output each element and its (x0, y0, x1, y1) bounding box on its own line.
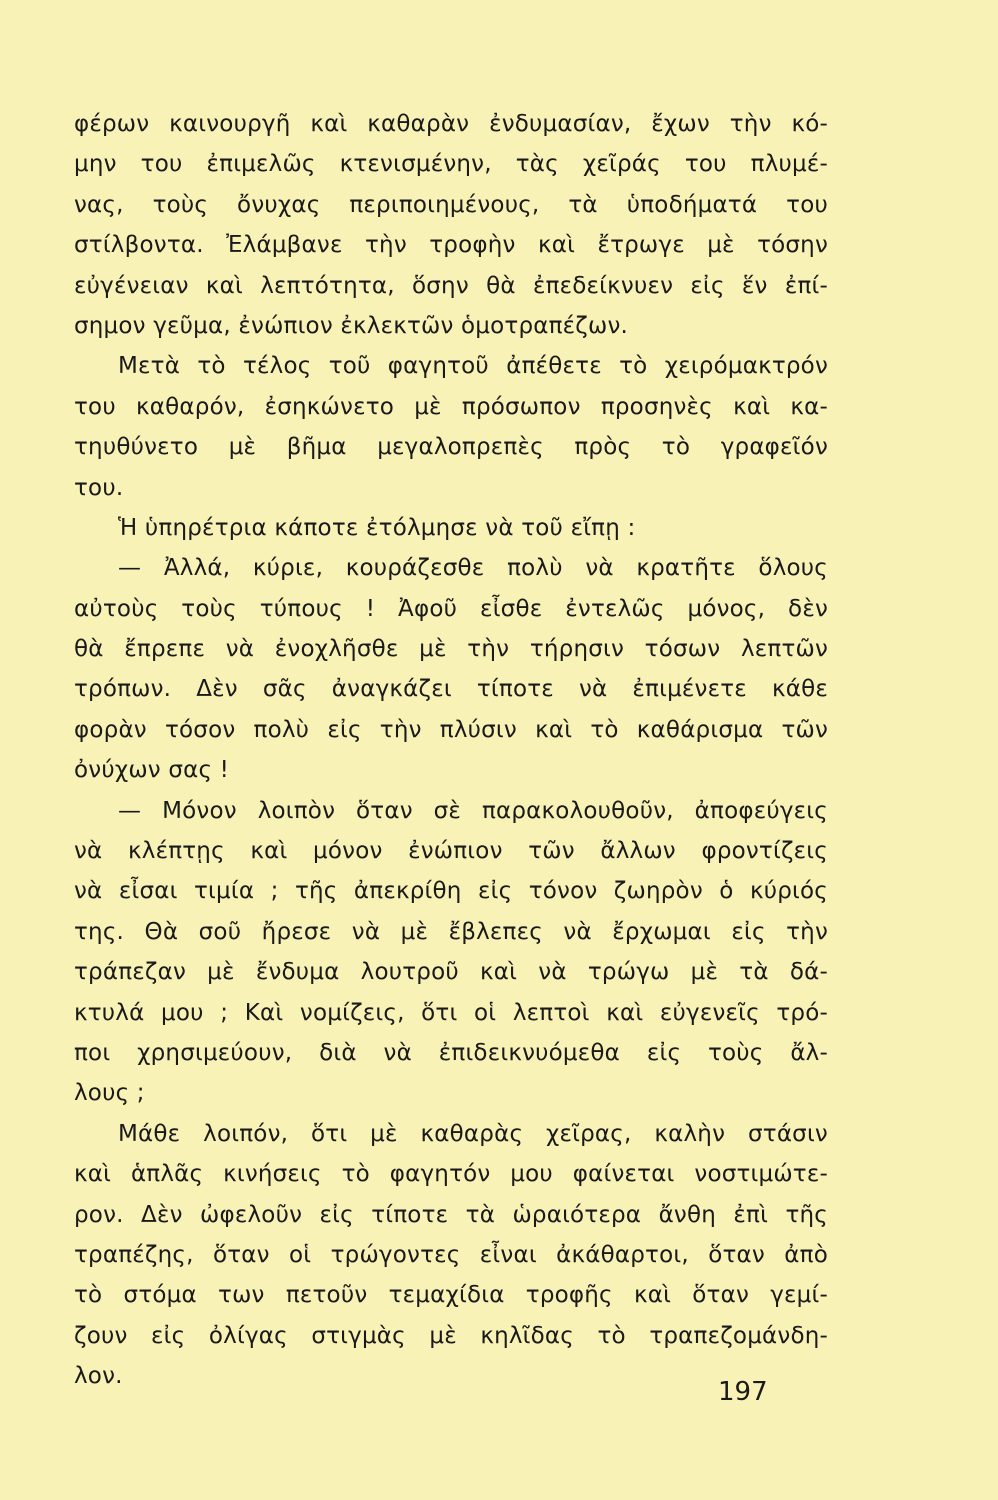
text-line: καὶ ἁπλᾶς κινήσεις τὸ φαγητόν μου φαίνεται νοστιμώτε- (74, 1161, 828, 1188)
text-line: ρον. Δὲν ὠφελοῦν εἰς τίποτε τὰ ὡραιότερα ἄνθη ἐπὶ τῆς (74, 1201, 828, 1228)
text-line: Μάθε λοιπόν, ὅτι μὲ καθαρὰς χεῖρας, καλὴν στάσιν (118, 1120, 828, 1147)
text-line: Μετὰ τὸ τέλος τοῦ φαγητοῦ ἀπέθετε τὸ χειρόμακτρόν (118, 353, 828, 380)
text-line: ποι χρησιμεύουν, διὰ νὰ ἐπιδεικνυόμεθα εἰς τοὺς ἄλ- (74, 1039, 828, 1066)
text-line: ὀνύχων σας ! (74, 757, 230, 784)
text-line: τρόπων. Δὲν σᾶς ἀναγκάζει τίποτε νὰ ἐπιμένετε κάθε (74, 676, 828, 703)
text-line: της. Θὰ σοῦ ἤρεσε νὰ μὲ ἔβλεπες νὰ ἔρχωμαι εἰς τὴν (74, 918, 828, 945)
text-line: κτυλά μου ; Καὶ νομίζεις, ὅτι οἱ λεπτοὶ καὶ εὐγενεῖς τρό- (74, 999, 828, 1026)
page-number: 197 (718, 1377, 768, 1407)
text-line: του καθαρόν, ἐσηκώνετο μὲ πρόσωπον προσηνὲς καὶ κα- (74, 393, 828, 420)
text-line: λον. (74, 1363, 123, 1390)
text-line: στίλβοντα. Ἐλάμβανε τὴν τροφὴν καὶ ἔτρωγε μὲ τόσην (74, 232, 828, 259)
text-line: μην του ἐπιμελῶς κτενισμένην, τὰς χεῖράς του πλυμέ- (74, 151, 828, 178)
text-line: ζουν εἰς ὀλίγας στιγμὰς μὲ κηλῖδας τὸ τραπεζομάνδη- (74, 1322, 828, 1349)
text-line: Ἡ ὑπηρέτρια κάποτε ἐτόλμησε νὰ τοῦ εἴπῃ : (118, 514, 636, 541)
text-line: φέρων καινουργῆ καὶ καθαρὰν ἐνδυμασίαν, ἔχων τὴν κό- (74, 111, 828, 137)
text-line: τὸ στόμα των πετοῦν τεμαχίδια τροφῆς καὶ ὅταν γεμί- (74, 1282, 828, 1309)
text-line: — Ἀλλά, κύριε, κουράζεσθε πολὺ νὰ κρατῆτε ὅλους (118, 555, 828, 582)
text-line: τηυθύνετο μὲ βῆμα μεγαλοπρεπὲς πρὸς τὸ γραφεῖόν (74, 434, 828, 461)
text-line: του. (74, 474, 124, 501)
text-line: λους ; (74, 1080, 145, 1107)
text-line: νὰ εἶσαι τιμία ; τῆς ἀπεκρίθη εἰς τόνον ζωηρὸν ὁ κύριός (74, 878, 828, 905)
text-line: νας, τοὺς ὄνυχας περιποιημένους, τὰ ὑποδήματά του (74, 191, 828, 218)
text-line: τραπέζης, ὅταν οἱ τρώγοντες εἶναι ἀκάθαρτοι, ὅταν ἀπὸ (74, 1241, 828, 1268)
text-line: — Μόνον λοιπὸν ὅταν σὲ παρακολουθοῦν, ἀποφεύγεις (118, 797, 828, 824)
text-line: αὐτοὺς τοὺς τύπους ! Ἀφοῦ εἶσθε ἐντελῶς μόνος, δὲν (74, 595, 828, 622)
text-line: τράπεζαν μὲ ἔνδυμα λουτροῦ καὶ νὰ τρώγω μὲ τὰ δά- (74, 959, 828, 986)
body-text (74, 104, 828, 1397)
text-line: εὐγένειαν καὶ λεπτότητα, ὅσην θὰ ἐπεδείκνυεν εἰς ἕν ἐπί- (74, 272, 828, 299)
text-line: νὰ κλέπτῃς καὶ μόνον ἐνώπιον τῶν ἄλλων φροντίζεις (74, 838, 828, 865)
text-line: σημον γεῦμα, ἐνώπιον ἐκλεκτῶν ὁμοτραπέζων. (74, 312, 629, 339)
text-line: θὰ ἔπρεπε νὰ ἐνοχλῆσθε μὲ τὴν τήρησιν τόσων λεπτῶν (74, 636, 828, 663)
text-line: φορὰν τόσον πολὺ εἰς τὴν πλύσιν καὶ τὸ καθάρισμα τῶν (74, 716, 828, 743)
